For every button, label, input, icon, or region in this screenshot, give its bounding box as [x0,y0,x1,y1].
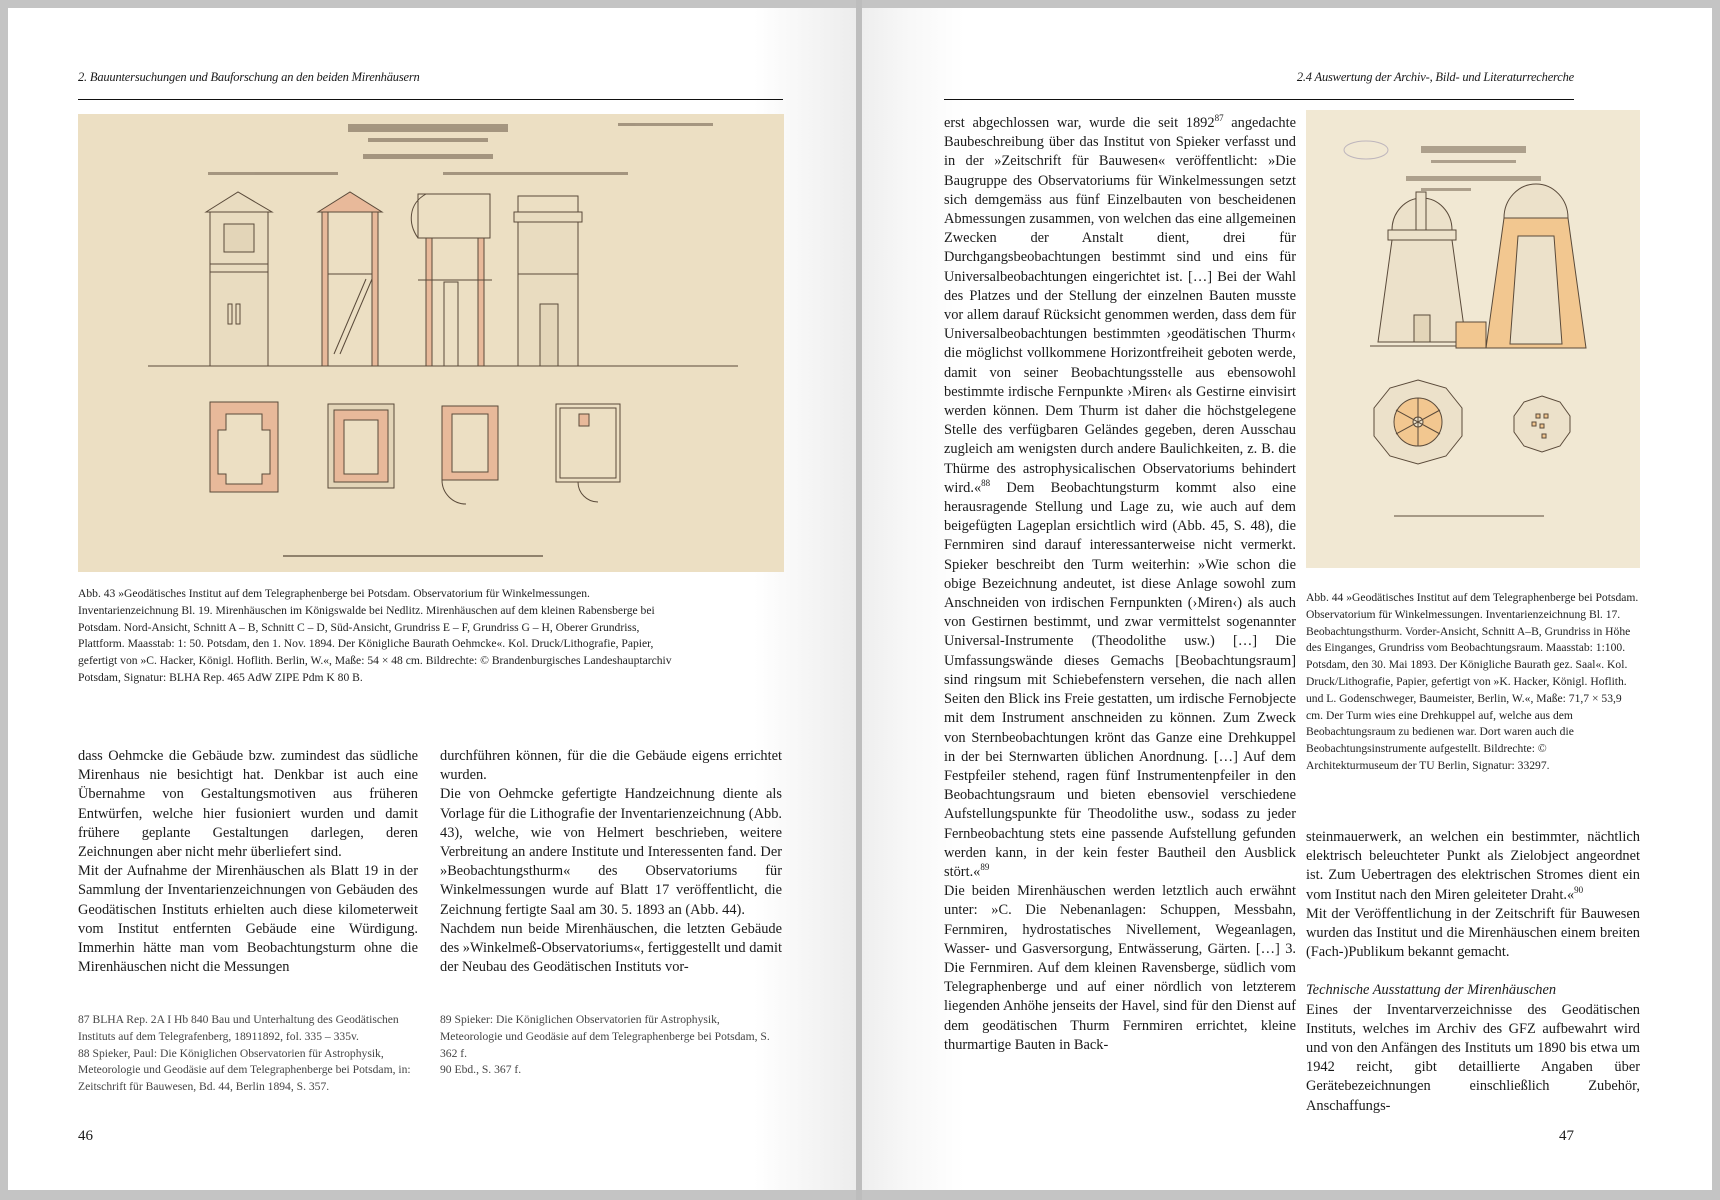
drawing-title-scribble [348,124,508,132]
paragraph: Eines der Inventarverzeichnisse des Geodätischen Instituts, welches im Archiv des GFZ aufbewahrt wird und von den Anfängen des Instituts um 1890 bis etwa um 1942 reicht, gibt detaillierte Angaben über Gerätebezeichnungen einschließlich Zubehör, Anschaffungs- [1306,1001,1640,1114]
footnote-90: 90 Ebd., S. 367 f. [440,1063,522,1077]
paragraph: durchführen können, für die die Gebäude eigens errichtet wurden. [440,748,782,784]
paragraph: Nachdem nun beide Mirenhäuschen, die letzten Gebäude des »Winkelmeß-Observatoriums«, fertiggestellt und damit der Neubau des Geodätischen Instituts vor- [440,920,782,976]
footnote-88: 88 Spieker, Paul: Die Königlichen Observatorien für Astrophysik, Meteorologie und Geodäsie auf dem Telegraphenberge bei Potsdam, in: Zeitschrift für Bauwesen, Bd. 44, Berlin 1894, S. 357. [78,1046,411,1094]
paragraph: Mit der Veröffentlichung in der Zeitschrift für Bauwesen wurden das Institut und die Mirenhäuschen einem breiten (Fach-)Publikum bekannt gemacht. [1306,905,1640,961]
footnote-ref-89: 89 [980,862,990,873]
paragraph: erst abgechlossen war, wurde die seit 1892$^{87}$ angedachte Baubeschreibung über das Institut von Spieker verfasst und in der »Zeitschrift für Bauwesen« veröffentlicht: »Die Baugruppe des Observatoriums für Winkelmessungen setzt sich demgemäss aus fünf Einzelbauten von bescheidenen Abmessungen zusammen, von welchen das eine allgemeinen Zwecken der Anstalt dient, drei für Durchgangsbeobachtungen bestimmt sind und eins für Universalbeobachtungen eingerichtet ist. […] Bei der Wahl des Platzes und der Stellung der einzelnen Bauten musste vor allem darauf Rücksicht genommen werden, dass dem für Universalbeobachtungen bestimmten ›geodätischen Thurm‹ die möglichst vollkommene Horizontfreiheit geboten werde, damit von seiner Beobachtungsstelle aus ebensowohl bestimmte irdische Fernpunkte ›Miren‹ als Gestirne einvisirt werden können. Dem Thurm ist daher die höchstgelegene Stelle des verfügbaren Geländes gegeben, deren Ausschau zugleich am wenigsten durch andere Baulichkeiten, z. B. die Thürme des astrophysicalischen Observatoriums behindert wird.«$^{88}$ Dem Beobachtungsturm kommt also eine herausragende Stellung und Lage zu, wie auch auf dem beigefügten Lageplan ersichtlich wird (Abb. 45, S. 48), die Fernmiren sind darauf interessanterweise nicht vermerkt. Spieker beschreibt den Turm weiterhin: »Wie schon die obige Bezeichnung andeutet, ist diese Anlage sowohl zum Anschneiden von irdischen Fernpunkten (›Miren‹) als auch von Gestirnen bestimmt, und zwar vermittelst sogenannter Universal-Instrumente (Theodolithe usw.) […] Die Umfassungswände dieses Gemachs [Beobachtungsraum] sind ringsum mit Schiebefenstern versehen, die nach allen Seiten den Blick ins Freie gestatten, um irdische Fernobjecte mit dem Instrument anschneiden zu können. Zum Zweck von Sternbeobachtungen krönt das Ganze eine Drehkuppel in der bei Sternwarten üblichen Anordnung. […] Auf dem Festpfeiler stehend, ragen fünf Instrumentenpfeiler in den Beobachtungsraum und bieten ebensoviel verschiedene Aufstellungspunkte für Theodolithe usw., sodass zu jeder Fernbeobachtung stets eine passende Aufstellung gefunden werden kann, in der kein fester Bautheil den Ausblick stört.«$^{89}$ [944,113,1296,880]
footnotes-col-1 [78,1012,418,1096]
paragraph: steinmauerwerk, an welchen ein bestimmter, nächtlich elektrisch beleuchteter Punkt als Zielobject angeordnet ist. Zum Uebertragen des elektrischen Stromes dient ein vom Institut nach den Miren geleiteter Draht.«$^{90}$ [1306,829,1640,903]
right-page [862,8,1712,1190]
caption-text: Abb. 43 »Geodätisches Institut auf dem Telegraphenberge bei Potsdam. Observatorium für Winkelmessungen. Inventarienzeichnung Bl. 19. Mirenhäuschen im Königswalde bei Nedlitz. Mirenhäuschen auf dem kleinen Rabensberge bei Potsdam. Nord-Ansicht, Schnitt A – B, Schnitt C – D, Süd-Ansicht, Grundriss E – F, Grundriss G – H, Oberer Grundriss, Plattform. Maasstab: 1: 50. Potsdam, den 1. Nov. 1894. Der Königliche Baurath Oehmcke«. Kol. Druck/Lithografie, Papier, gefertigt von »C. Hacker, Königl. Hoflith. Berlin, W.«, Maße: 54 × 48 cm. Bildrechte: © Brandenburgisches Landeshauptarchiv Potsdam, Signatur: BLHA Rep. 465 AdW ZIPE Pdm K 80 B. [78,587,672,684]
running-head-left: 2. Bauuntersuchungen und Bauforschung an den beiden Mirenhäusern [78,70,420,84]
left-text-column-1 [78,747,418,977]
figure-43-drawing [78,114,784,572]
header-rule [78,99,783,100]
left-page [8,8,856,1190]
paragraph: dass Oehmcke die Gebäude bzw. zumindest das südliche Mirenhaus nie besichtigt hat. Denkbar ist auch eine Übernahme von Gestaltungsmotiven aus früheren Entwürfen, welche hier fusioniert wurden und damit frühere geplante Gestaltungen darlegen, deren Zeichnungen aber nicht mehr überliefert sind. [78,748,418,861]
mirenhaeuschen-drawing [78,114,784,572]
running-head-right: 2.4 Auswertung der Archiv-, Bild- und Literaturrecherche [1296,70,1574,84]
footnote-ref-87: 87 [1214,113,1224,124]
right-text-column-2 [1306,828,1640,1116]
tower-south-elevation [514,196,582,366]
beobachtungsthurm-drawing [1306,110,1640,568]
footnote-87: 87 BLHA Rep. 2A I Hb 840 Bau und Unterhaltung des Geodätischen Instituts auf dem Telegrafenberg, 18911892, fol. 335 – 335v. [78,1013,399,1043]
footnote-89: 89 Spieker: Die Königlichen Observatorien für Astrophysik, Meteorologie und Geodäsie auf dem Telegraphenberge bei Potsdam, S. 362 f. [440,1013,770,1060]
paragraph: Die beiden Mirenhäuschen werden letztlich auch erwähnt unter: »C. Die Nebenanlagen: Schuppen, Messbahn, Fernmiren, hydrostatisches Nivellement, Wegeanlagen, Wasser- und Gasversorgung, Entwässerung, Gärten. […] 3. Die Fernmiren. Auf dem kleinen Ravensberge, südlich vom Telegraphenberge und auf einer nördlich von letzterem liegenden Anhöhe jenseits der Havel, sind für den Dienst auf dem geodätischen Thurm Fernmiren errichtet, kleine thurmartige Bauten in Back- [944,883,1296,1053]
header-rule [944,99,1574,100]
paragraph: Die von Oehmcke gefertigte Handzeichnung diente als Vorlage für die Lithografie der Inventarienzeichnung (Abb. 43), welche, wie von Helmert beschrieben, weitere Verbreitung an andere Institute und Interessenten fand. Der »Beobachtungsthurm« des Observatoriums für Winkelmessungen wurde auf Blatt 17 veröffentlicht, die Zeichnung fertigte Saal am 30. 5. 1893 an (Abb. 44). [440,786,782,918]
figure-44-caption [1306,590,1640,775]
left-text-column-2 [440,747,782,977]
footnote-ref-90: 90 [1574,884,1584,895]
page-number-right: 47 [1559,1128,1574,1144]
figure-43-caption [78,586,678,687]
right-text-column-1 [944,114,1296,1055]
footnote-ref-88: 88 [981,478,991,489]
subheading: Technische Ausstattung der Mirenhäuschen [1306,982,1557,999]
paragraph: Mit der Aufnahme der Mirenhäuschen als Blatt 19 in der Sammlung der Inventarienzeichnungen von Gebäuden des Geodätischen Instituts erhielten auch diese kilometerweit vom Institut entfernten Gebäude eine Würdigung. Immerhin hätte man vom Beobachtungsturm ohne die Mirenhäuschen nicht die Messungen [78,863,418,976]
footnotes-col-2 [440,1012,782,1079]
page-number-left: 46 [78,1128,93,1144]
tower-north-elevation [206,192,272,366]
figure-44-drawing [1306,110,1640,568]
caption-text: Abb. 44 »Geodätisches Institut auf dem Telegraphenberge bei Potsdam. Observatorium für Winkelmessungen. Inventarienzeichnung Bl. 17. Beobachtungsthurm. Vorder-Ansicht, Schnitt A–B, Grundriss in Höhe des Einganges, Grundriss vom Beobachtungsraum. Maasstab: 1:100. Potsdam, den 30. Mai 1893. Der Königliche Baurath gez. Saal«. Kol. Druck/Lithografie, Papier, gefertigt von »K. Hacker, Königl. Hoflith. und L. Godenschweger, Baumeister, Berlin, W.«, Maße: 71,7 × 53,9 cm. Der Turm wies eine Drehkuppel auf, welche aus dem Beobachtungsraum zu bedienen war. Dort waren auch die Beobachtungsinstrumente aufgestellt. Bildrechte: © Architekturmuseum der TU Berlin, Signatur: 33297. [1306,591,1639,772]
